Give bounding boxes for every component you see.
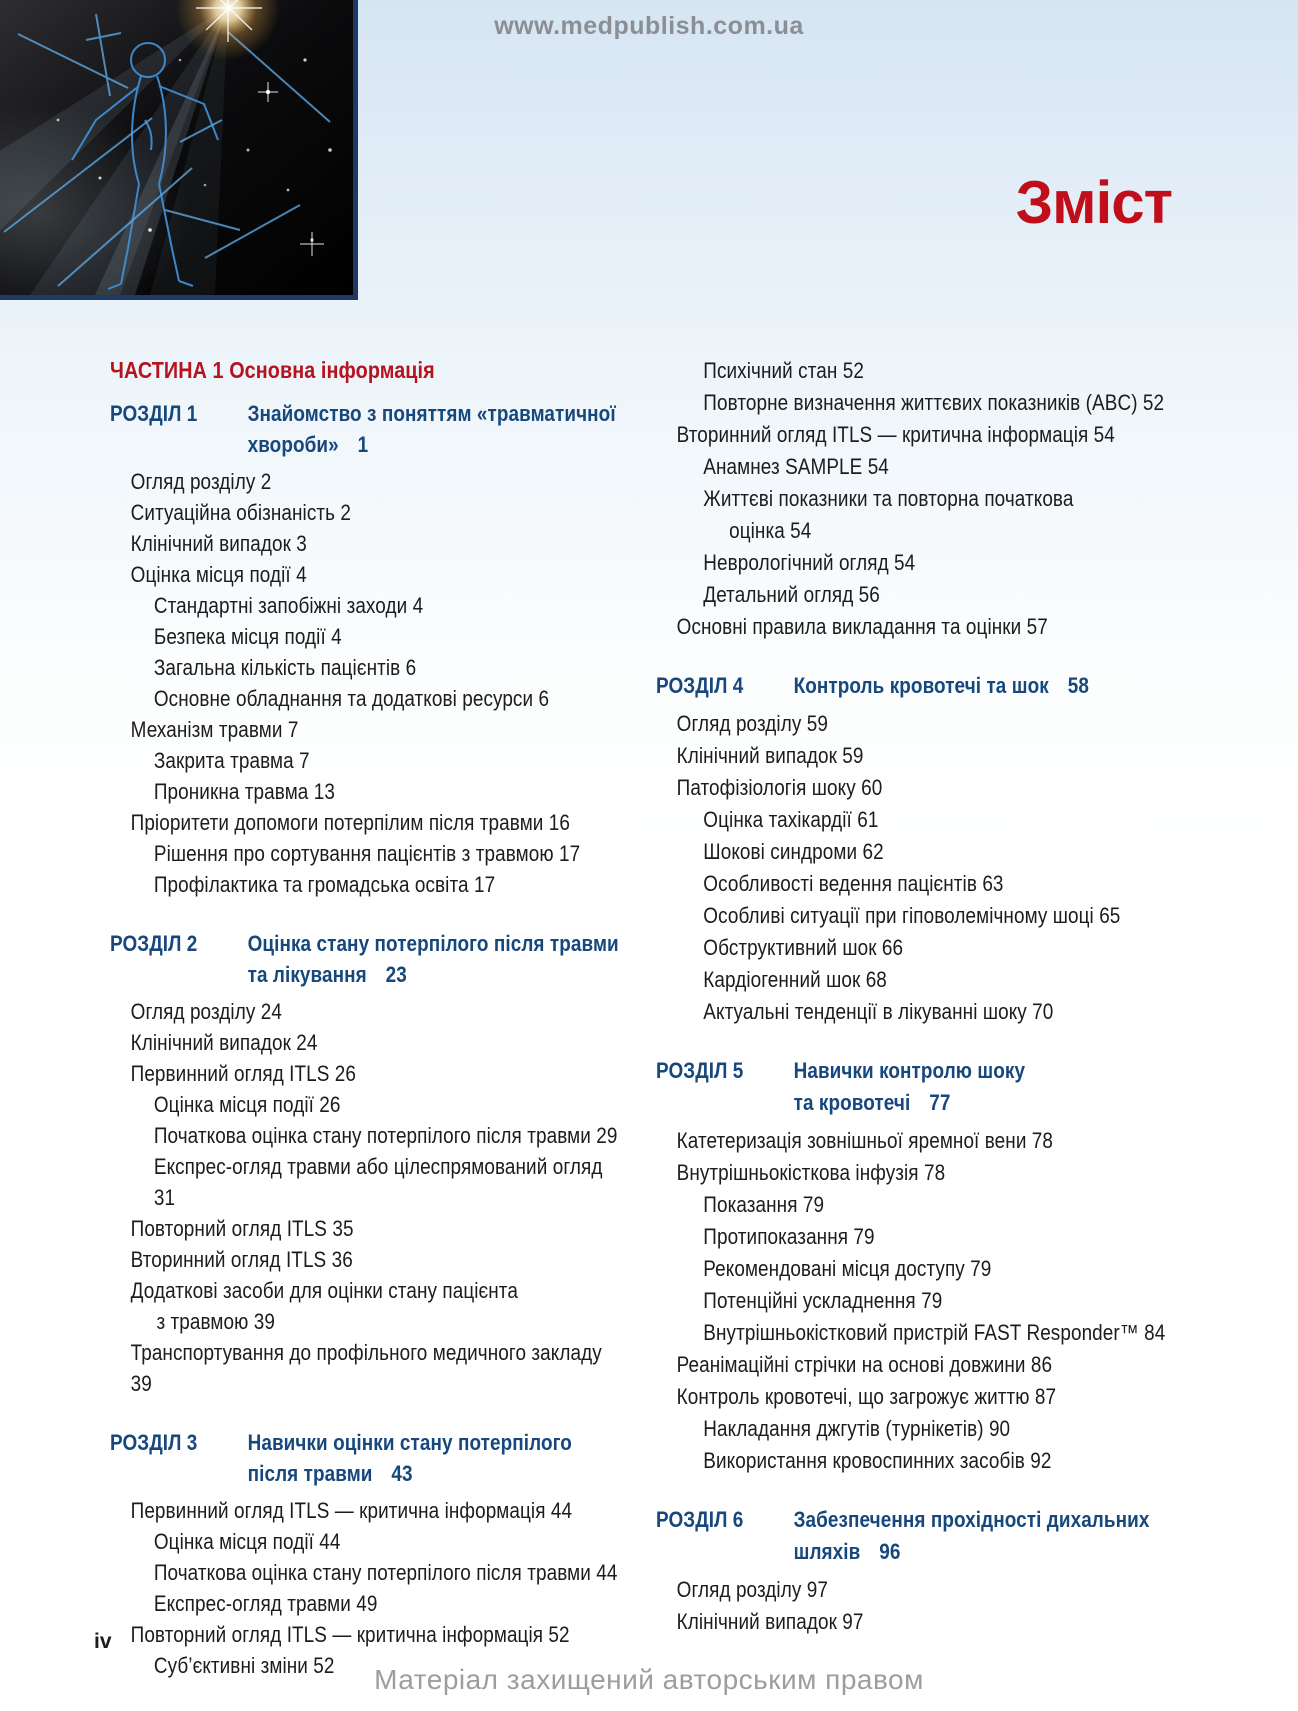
toc-item [110,621,626,652]
copyright-notice: Матеріал захищений авторським правом [374,1664,924,1695]
toc-item-text: Експрес-огляд травми або цілеспрямований огляд 31 [153,1154,603,1210]
toc-item [110,1058,626,1089]
toc-item [656,772,1206,804]
toc-chapter-page-number: 96 [879,1539,901,1564]
toc-item-text: Проникна травма 13 [153,779,335,804]
wound-man-illustration-svg [0,0,353,295]
toc-item [656,1157,1206,1189]
toc-item [110,466,626,497]
toc-item [110,776,626,807]
site-url: www.medpublish.com.ua [494,12,804,40]
toc-item [110,528,626,559]
toc-item-text: Кардіогенний шок 68 [703,967,887,992]
toc-item [110,1619,626,1650]
toc-item-text: Внутрішньокістковий пристрій FAST Responder™ 84 [703,1320,1166,1345]
toc-item-text: Клінічний випадок 24 [130,1030,318,1055]
toc-item [656,483,1206,547]
toc-item-text: Додаткові засоби для оцінки стану пацієнта [130,1278,518,1303]
toc-item-text: Психічний стан 52 [703,358,864,383]
toc-chapter-label: РОЗДІЛ 1 [110,401,198,426]
toc-item [656,740,1206,772]
toc-chapter-entry [656,1504,1206,1568]
toc-item-text: Клінічний випадок 97 [676,1609,864,1634]
cover-art-wound-man-illustration [0,0,358,300]
toc-item-text: Контроль кровотечі, що загрожує життю 87 [676,1384,1057,1409]
toc-item-text: Особливості ведення пацієнтів 63 [703,871,1004,896]
toc-chapter-title: Знайомство з поняттям «травматичної хвороби» 1 [247,401,616,457]
toc-item-text: Транспортування до профільного медичного закладу 39 [130,1340,602,1396]
toc-item-text: Повторне визначення життєвих показників (ABC) 52 [703,390,1165,415]
toc-item [110,1120,626,1151]
toc-chapter-label: РОЗДІЛ 4 [656,673,744,698]
toc-item-text: Первинний огляд ITLS 26 [130,1061,357,1086]
toc-item [656,1125,1206,1157]
toc-item-text: Клінічний випадок 59 [676,743,864,768]
toc-item [656,1349,1206,1381]
toc-item [656,1221,1206,1253]
toc-item [656,419,1206,451]
toc-item-text: Повторний огляд ITLS 35 [130,1216,354,1241]
toc-chapter-title: Навички оцінки стану потерпілого після травми 43 [247,1430,572,1486]
toc-item [110,838,626,869]
toc-item-text: Основні правила викладання та оцінки 57 [676,614,1048,639]
toc-item-text: Неврологічний огляд 54 [703,550,916,575]
toc-chapter-entry [656,1055,1206,1119]
toc-item [656,611,1206,643]
toc-chapter-entry [110,928,626,990]
toc-chapter-entry [656,670,1206,702]
toc-item [110,652,626,683]
toc-part-heading: ЧАСТИНА 1 Основна інформація [110,357,435,383]
toc-chapter-page-number: 77 [929,1090,951,1115]
toc-chapter-label: РОЗДІЛ 5 [656,1058,744,1083]
toc-chapter-label: РОЗДІЛ 2 [110,931,198,956]
toc-item [656,1574,1206,1606]
toc-chapter-entry [110,398,626,460]
toc-item-text: Внутрішньокісткова інфузія 78 [676,1160,946,1185]
toc-item [110,1089,626,1120]
toc-item-text: Протипоказання 79 [703,1224,875,1249]
toc-item [110,1588,626,1619]
toc-item-text: Патофізіологія шоку 60 [676,775,883,800]
toc-item [656,932,1206,964]
toc-item [656,355,1206,387]
toc-item [110,1526,626,1557]
toc-item-text: Огляд розділу 59 [676,711,828,736]
toc-item-continuation: оцінка 54 [729,518,812,543]
toc-item-text: Вторинний огляд ITLS — критична інформація 54 [676,422,1115,447]
toc-item-text: Оцінка місця події 44 [153,1529,341,1554]
toc-item-text: Ситуаційна обізнаність 2 [130,500,352,525]
toc-chapter-page-number: 23 [385,962,407,987]
toc-item [110,1244,626,1275]
toc-item-text: Початкова оцінка стану потерпілого після травми 44 [153,1560,618,1585]
toc-item [656,900,1206,932]
toc-item-text: Суб’єктивні зміни 52 [153,1653,335,1678]
toc-item [110,1495,626,1526]
toc-item [110,590,626,621]
toc-chapter-entry [110,1427,626,1489]
toc-chapter-label: РОЗДІЛ 6 [656,1507,744,1532]
toc-item [110,1213,626,1244]
toc-item [110,996,626,1027]
toc-item [656,1253,1206,1285]
toc-item-text: Профілактика та громадська освіта 17 [153,872,496,897]
toc-item [656,868,1206,900]
toc-chapter-title: Забезпечення прохідності дихальних шляхів 96 [793,1507,1150,1564]
toc-chapter-title: Оцінка стану потерпілого після травми та лікування 23 [247,931,619,987]
toc-item [110,559,626,590]
toc-item [656,579,1206,611]
page-title: Зміст [1015,169,1172,236]
toc-item-text: Механізм травми 7 [130,717,299,742]
toc-item [656,547,1206,579]
toc-chapter-page-number: 58 [1067,673,1089,698]
toc-item-text: Огляд розділу 2 [130,469,272,494]
toc-item-text: Особливі ситуації при гіповолемічному шоці 65 [703,903,1121,928]
toc-item-text: Основне обладнання та додаткові ресурси 6 [153,686,550,711]
toc-item [656,1285,1206,1317]
toc-item [110,807,626,838]
toc-column-right [656,355,1206,1638]
toc-item [110,714,626,745]
toc-item [110,745,626,776]
toc-chapter-page-number: 43 [391,1461,413,1486]
toc-item-text: Потенційні ускладнення 79 [703,1288,943,1313]
toc-item-text: Використання кровоспинних засобів 92 [703,1448,1052,1473]
toc-item [110,1027,626,1058]
toc-item-text: Оцінка місця події 4 [130,562,307,587]
toc-item [656,996,1206,1028]
toc-item-text: Життєві показники та повторна початкова [703,486,1074,511]
toc-item [110,1557,626,1588]
toc-item-text: Анамнез SAMPLE 54 [703,454,889,479]
toc-item-text: Оцінка тахікардії 61 [703,807,879,832]
toc-item [110,497,626,528]
toc-item [110,1337,626,1399]
toc-item-text: Обструктивний шок 66 [703,935,904,960]
toc-item [656,1189,1206,1221]
toc-item-text: Детальний огляд 56 [703,582,880,607]
toc-chapter-label: РОЗДІЛ 3 [110,1430,198,1455]
toc-item [656,1317,1206,1349]
toc-item-text: Клінічний випадок 3 [130,531,307,556]
toc-item-text: Оцінка місця події 26 [153,1092,341,1117]
toc-item-text: Огляд розділу 97 [676,1577,828,1602]
toc-item-text: Актуальні тенденції в лікуванні шоку 70 [703,999,1054,1024]
toc-item [656,1381,1206,1413]
toc-item-text: Реанімаційні стрічки на основі довжини 86 [676,1352,1053,1377]
toc-item [656,1413,1206,1445]
toc-item-text: Шокові синдроми 62 [703,839,884,864]
toc-item-text: Рішення про сортування пацієнтів з травмою 17 [153,841,581,866]
toc-chapter-title: Навички контролю шоку та кровотечі 77 [793,1058,1026,1115]
toc-item [110,1275,626,1337]
toc-item [656,708,1206,740]
toc-item-text: Катетеризація зовнішньої яремної вени 78 [676,1128,1054,1153]
toc-item-text: Початкова оцінка стану потерпілого після травми 29 [153,1123,618,1148]
toc-item-text: Загальна кількість пацієнтів 6 [153,655,417,680]
toc-item-text: Первинний огляд ITLS — критична інформація 44 [130,1498,573,1523]
toc-item-text: Закрита травма 7 [153,748,310,773]
toc-item-text: Експрес-огляд травми 49 [153,1591,378,1616]
toc-item-continuation: з травмою 39 [156,1309,275,1334]
toc-item [656,387,1206,419]
toc-chapter-title: Контроль кровотечі та шок 58 [793,673,1089,698]
toc-item [110,1151,626,1213]
toc-chapter-page-number: 1 [357,432,369,457]
toc-item-text: Огляд розділу 24 [130,999,282,1024]
toc-item [656,836,1206,868]
toc-item-text: Рекомендовані місця доступу 79 [703,1256,992,1281]
toc-item-text: Показання 79 [703,1192,825,1217]
page-number: iv [94,1630,112,1653]
toc-item [656,451,1206,483]
toc-item-text: Пріоритети допомоги потерпілим після травми 16 [130,810,571,835]
toc-item [110,683,626,714]
toc-item [656,1606,1206,1638]
toc-item-text: Накладання джгутів (турнікетів) 90 [703,1416,1011,1441]
toc-item-text: Вторинний огляд ITLS 36 [130,1247,353,1272]
toc-column-left [110,355,626,1681]
toc-item-text: Стандартні запобіжні заходи 4 [153,593,424,618]
toc-item-text: Безпека місця події 4 [153,624,342,649]
toc-item [110,869,626,900]
toc-item [656,1445,1206,1477]
toc-item-text: Повторний огляд ITLS — критична інформація 52 [130,1622,570,1647]
toc-item [656,964,1206,996]
toc-item [656,804,1206,836]
